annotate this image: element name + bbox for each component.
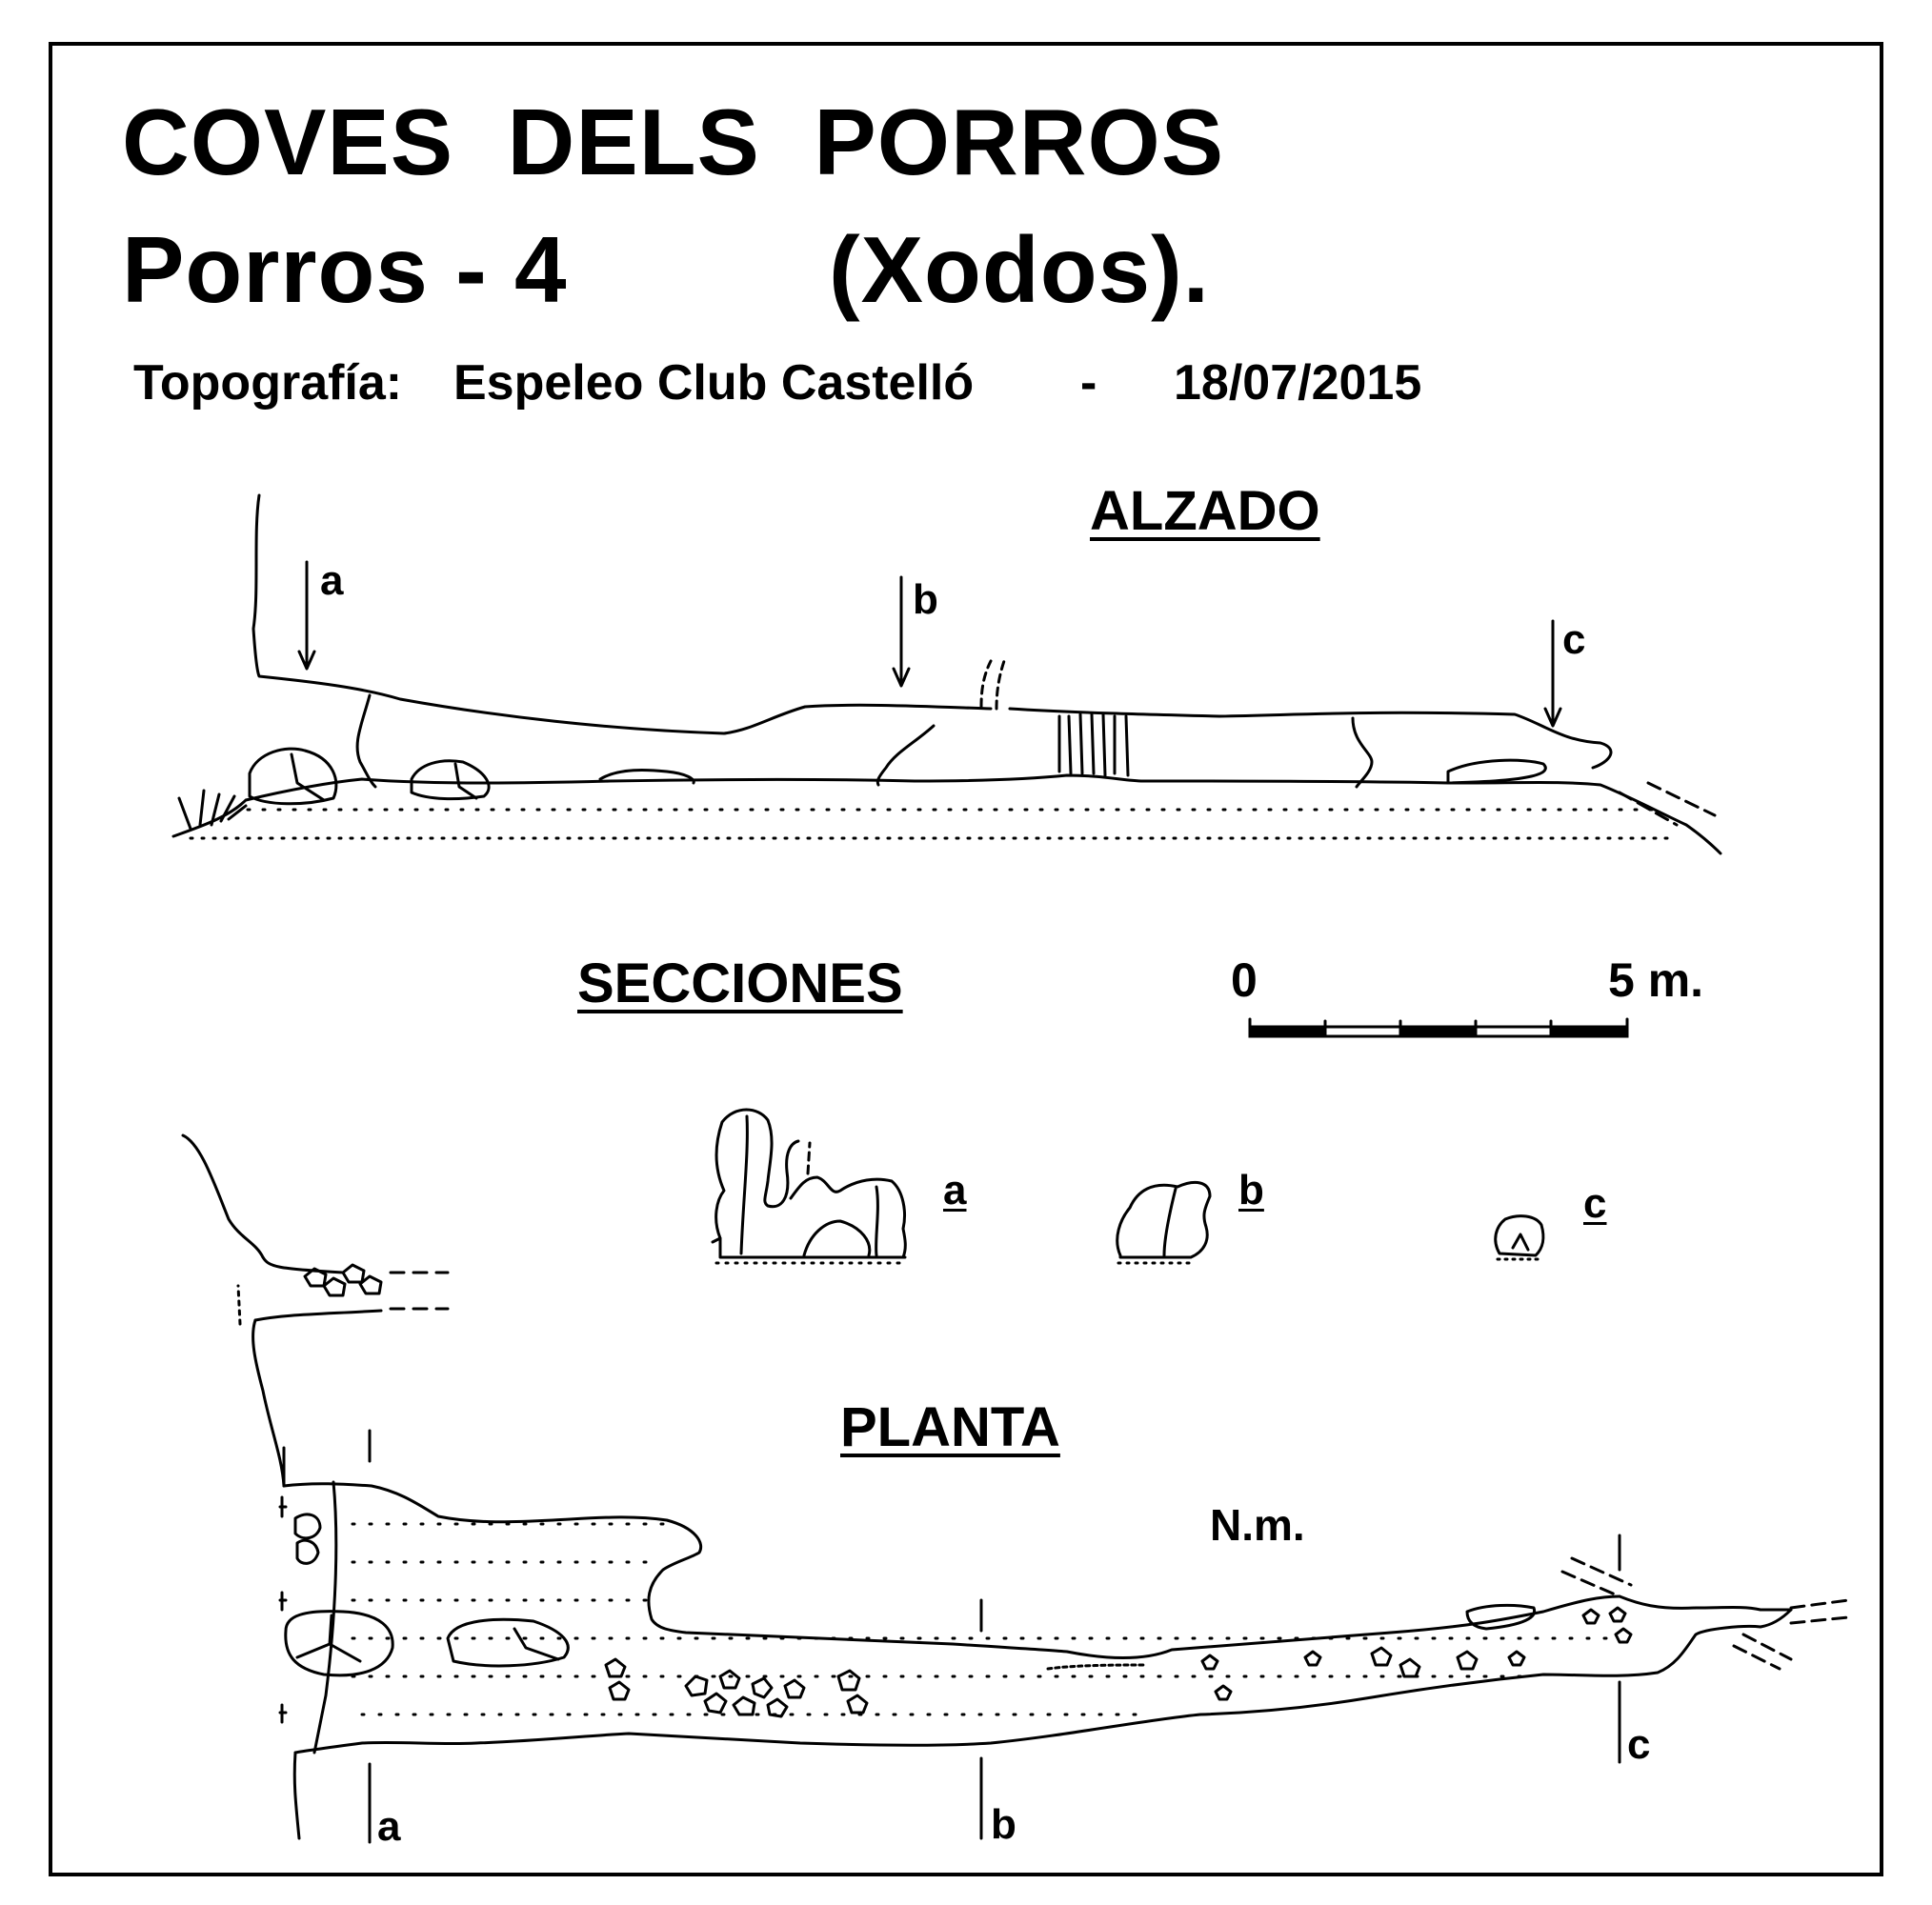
cross-section-b: [1117, 1182, 1210, 1263]
survey-club: Espeleo Club Castelló: [453, 355, 975, 411]
plan-boulder-1-cracks: [297, 1615, 360, 1661]
profile-view: [173, 495, 1721, 853]
plan-marker-a: a: [377, 1803, 401, 1850]
plan-south-wall: [295, 1610, 1791, 1753]
profile-boulder-2: [412, 761, 489, 799]
profile-boulder-3: [1448, 760, 1545, 783]
profile-flowstone: [1059, 714, 1128, 775]
profile-floor: [173, 775, 1721, 853]
plan-boulder-2: [448, 1619, 568, 1666]
plan-small-rubble: [1202, 1608, 1631, 1699]
cross-section-a-crack: [741, 1116, 747, 1253]
plan-side-chamber-south: [255, 1311, 381, 1320]
plan-side-chamber-north: [263, 1257, 343, 1273]
survey-label: Topografía:: [133, 355, 403, 411]
plan-slope-marks: [280, 1497, 286, 1722]
plan-rubble-cluster: [606, 1659, 867, 1716]
scale-start-label: 0: [1231, 953, 1258, 1007]
plan-boulder-2-crack: [514, 1629, 558, 1659]
plan-drip-line: [314, 1482, 336, 1753]
plan-boulder-1: [286, 1612, 392, 1675]
cave-name: Porros - 4: [122, 217, 568, 322]
secciones-heading: SECCIONES: [577, 952, 903, 1014]
cross-section-a-left-wall: [716, 1110, 798, 1238]
survey-date: 18/07/2015: [1174, 355, 1422, 411]
cross-section-label-c: c: [1583, 1180, 1607, 1227]
plan-side-rubble: [305, 1265, 381, 1295]
survey-separator: -: [1080, 355, 1097, 411]
profile-crack-1: [357, 695, 375, 787]
profile-marker-b: b: [913, 576, 938, 623]
cross-section-b-crack: [1164, 1189, 1176, 1255]
plan-cliff-bottom: [294, 1753, 299, 1838]
profile-crack-3: [1353, 718, 1372, 787]
profile-ceiling: [253, 495, 991, 733]
cross-section-a-chimney: [808, 1143, 810, 1173]
plan-boulder-3: [1467, 1605, 1535, 1629]
plan-branch-east: [1791, 1600, 1848, 1623]
profile-chimney: [981, 661, 991, 707]
scale-bar: [1250, 1019, 1627, 1036]
plan-marker-c: c: [1627, 1721, 1651, 1768]
cross-section-label-a: a: [943, 1167, 967, 1213]
plan-branch-southeast: [1734, 1634, 1791, 1669]
plan-drip-line-1: [238, 1286, 240, 1324]
north-label: N.m.: [1210, 1500, 1305, 1550]
plan-marker-b: b: [991, 1801, 1016, 1848]
cross-section-c: [1496, 1216, 1543, 1259]
cross-section-a: [713, 1110, 905, 1263]
planta-heading: PLANTA: [840, 1396, 1060, 1458]
profile-marker-c: c: [1562, 616, 1586, 663]
map-title: COVES DELS PORROS: [122, 90, 1225, 194]
plan-north-wall: [284, 1484, 1620, 1658]
municipality: (Xodos).: [829, 217, 1210, 322]
alzado-heading: ALZADO: [1090, 480, 1320, 542]
cross-section-label-b: b: [1238, 1167, 1264, 1213]
profile-chimney-2: [996, 661, 1004, 709]
plan-view: [183, 1135, 1848, 1842]
profile-boulder-1-crack: [292, 754, 324, 800]
profile-boulder-2-crack: [455, 764, 476, 798]
plan-side-chamber-continuation: [391, 1273, 448, 1309]
plan-east-north: [1620, 1596, 1761, 1610]
plan-cliff-top: [183, 1135, 263, 1257]
plan-entrance-blocks: [295, 1514, 320, 1563]
profile-crack-2: [877, 726, 934, 785]
profile-ceiling-east: [1010, 709, 1611, 768]
cross-section-a-crack-2: [876, 1187, 878, 1255]
plan-floor-sediment: [352, 1524, 1620, 1714]
plan-cliff-mid: [253, 1320, 284, 1486]
scale-end-label: 5 m.: [1608, 953, 1704, 1007]
profile-marker-a: a: [320, 557, 344, 604]
profile-continuation: [1620, 783, 1715, 825]
cross-section-a-boulder: [804, 1221, 870, 1255]
cross-section-c-boulder: [1513, 1234, 1528, 1250]
plan-flowstone: [1048, 1665, 1143, 1669]
